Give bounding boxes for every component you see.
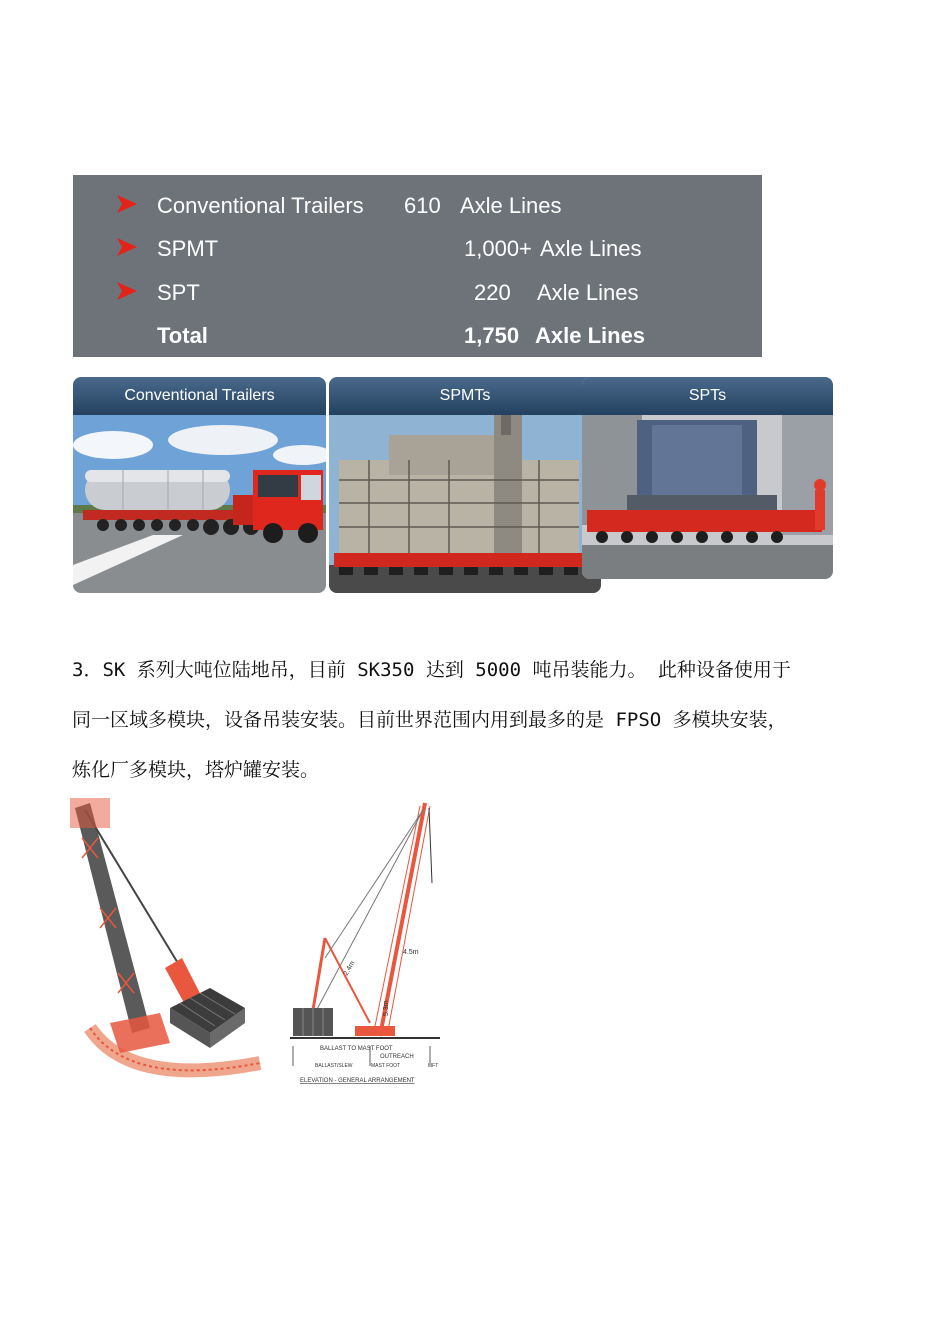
- row-name: Total: [157, 323, 208, 348]
- row-name: Conventional Trailers: [157, 193, 364, 218]
- outreach-label: OUTREACH: [380, 1054, 414, 1060]
- elevation-title: ELEVATION - GENERAL ARRANGEMENT: [300, 1078, 415, 1084]
- trailer-photo: [73, 415, 326, 593]
- paragraph-line: 3．SK 系列大吨位陆地吊，目前 SK350 达到 5000 吨吊装能力。 此种设备使用于: [72, 659, 791, 681]
- crane-description-paragraph: [72, 645, 872, 795]
- crane-isometric-drawing: [70, 798, 265, 1093]
- row-unit: Axle Lines: [460, 193, 562, 218]
- red-arrow-bullet-icon: [117, 282, 137, 300]
- red-arrow-bullet-icon: [117, 238, 137, 256]
- row-number: 1,750: [464, 323, 520, 348]
- paragraph-line: 同一区域多模块，设备吊装安装。目前世界范围内用到最多的是 FPSO 多模块安装，: [72, 709, 787, 731]
- dimension-label: 5.3m: [383, 1000, 390, 1016]
- summary-row: [73, 189, 762, 219]
- row-number: 220: [474, 280, 511, 305]
- ballast-to-mast-foot-label: BALLAST TO MAST FOOT: [320, 1046, 393, 1052]
- panel-conventional-trailers: [73, 377, 326, 593]
- summary-total-row: [73, 319, 762, 349]
- summary-row: [73, 276, 762, 306]
- panel-spmts: [329, 377, 601, 593]
- row-number: 1,000+: [464, 236, 532, 261]
- crane-elevation-drawing: [285, 798, 455, 1093]
- paragraph-line: 炼化厂多模块，塔炉罐安装。: [72, 759, 320, 781]
- row-name: SPMT: [157, 236, 219, 261]
- panel-spts: [582, 377, 833, 579]
- lift-label: LIFT: [428, 1063, 439, 1069]
- red-arrow-bullet-icon: [117, 195, 137, 213]
- row-name: SPT: [157, 280, 200, 305]
- row-unit: Axle Lines: [540, 236, 642, 261]
- summary-row: [73, 232, 762, 262]
- panel-title: Conventional Trailers: [73, 377, 326, 415]
- spt-photo: [582, 415, 833, 579]
- mast-foot-label: MAST FOOT: [371, 1063, 401, 1069]
- dimension-label: 2.4m: [342, 960, 357, 977]
- row-unit: Axle Lines: [535, 323, 646, 348]
- row-unit: Axle Lines: [537, 280, 639, 305]
- row-number: 610: [404, 193, 441, 218]
- axle-lines-summary: [73, 175, 762, 357]
- panel-title: SPTs: [582, 377, 833, 415]
- dimension-label: 4.5m: [403, 949, 419, 956]
- ballast-slew-label: BALLAST/SLEW: [315, 1063, 353, 1069]
- spmt-photo: [329, 415, 601, 593]
- panel-title: SPMTs: [329, 377, 601, 415]
